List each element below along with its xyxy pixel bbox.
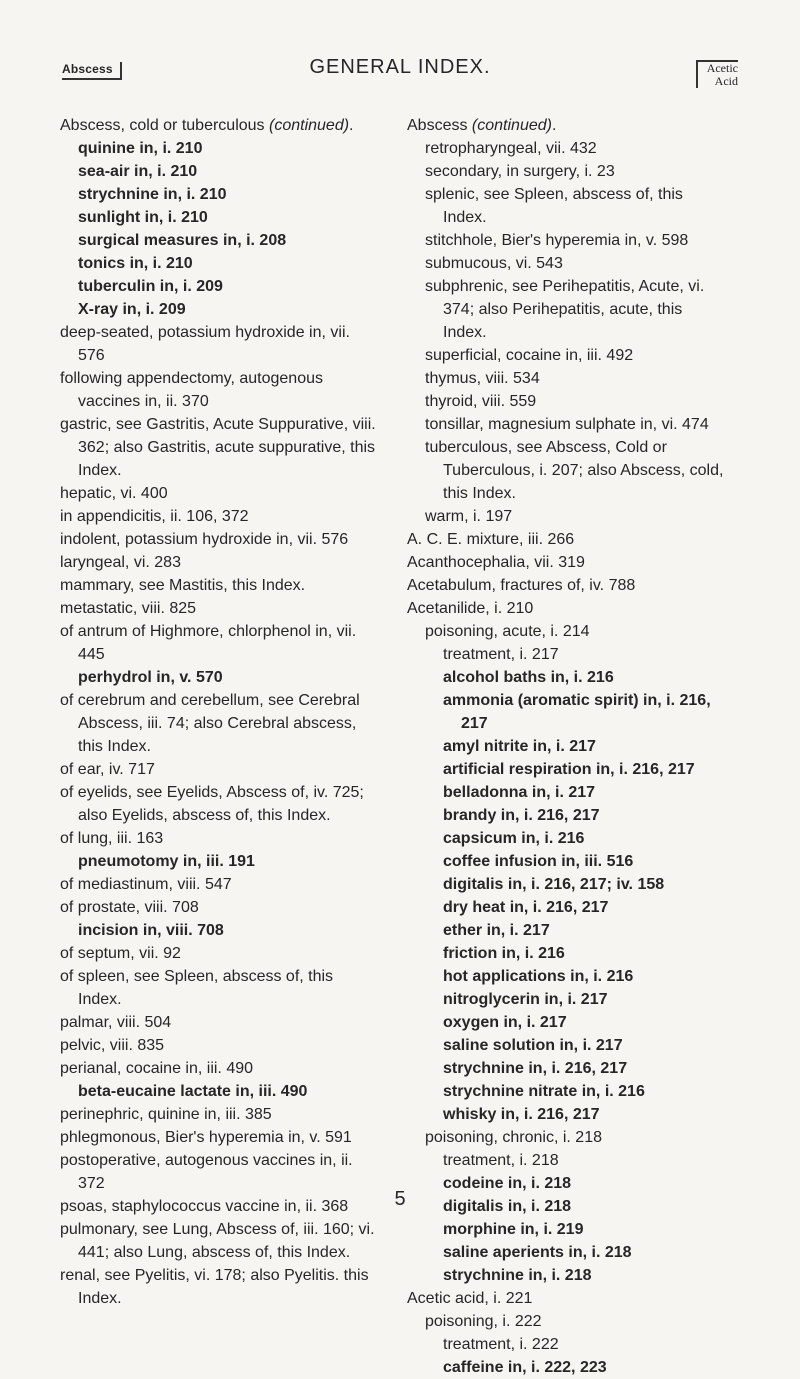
index-entry-text: splenic, see Spleen, abscess of, this Index. xyxy=(425,186,683,226)
index-entry xyxy=(60,367,378,413)
index-entry-text: ether in, i. 217 xyxy=(443,922,550,939)
index-entry-text: poisoning, acute, i. 214 xyxy=(425,623,590,640)
index-entry-text: poisoning, chronic, i. 218 xyxy=(425,1129,602,1146)
index-entry-text: perhydrol in, v. 570 xyxy=(78,669,223,686)
index-entry xyxy=(60,758,378,781)
index-entry xyxy=(60,896,378,919)
entry-punctuation: . xyxy=(349,117,354,134)
index-entry-text: treatment, i. 218 xyxy=(443,1152,559,1169)
index-entry-text: mammary, see Mastitis, this Index. xyxy=(60,577,306,594)
index-entry-text: of ear, iv. 717 xyxy=(60,761,155,778)
index-entry xyxy=(443,942,725,965)
index-entry xyxy=(407,1287,725,1310)
index-entry xyxy=(78,919,378,942)
index-entry-text: stitchhole, Bier's hyperemia in, v. 598 xyxy=(425,232,689,249)
index-entry-text: strychnine in, i. 216, 217 xyxy=(443,1060,628,1077)
index-entry xyxy=(60,482,378,505)
continued-marker: (continued) xyxy=(471,117,552,134)
index-entry-text: oxygen in, i. 217 xyxy=(443,1014,567,1031)
index-entry xyxy=(78,1080,378,1103)
index-entry-text: saline solution in, i. 217 xyxy=(443,1037,623,1054)
index-entry xyxy=(443,1264,725,1287)
index-entry xyxy=(443,919,725,942)
index-entry-text: morphine in, i. 219 xyxy=(443,1221,584,1238)
index-entry-text: treatment, i. 217 xyxy=(443,646,559,663)
index-entry xyxy=(78,137,378,160)
index-entry xyxy=(443,1241,725,1264)
index-entry-text: digitalis in, i. 216, 217; iv. 158 xyxy=(443,876,665,893)
index-entry-text: psoas, staphylococcus vaccine in, ii. 368 xyxy=(60,1198,349,1215)
index-entry xyxy=(443,689,725,735)
index-entry xyxy=(443,1149,725,1172)
index-entry xyxy=(60,942,378,965)
index-entry xyxy=(443,758,725,781)
index-entry-text: metastatic, viii. 825 xyxy=(60,600,197,617)
index-entry xyxy=(60,1103,378,1126)
index-entry xyxy=(425,367,725,390)
index-entry xyxy=(443,850,725,873)
index-entry-text: hot applications in, i. 216 xyxy=(443,968,634,985)
index-entry xyxy=(443,1034,725,1057)
index-entry xyxy=(60,781,378,827)
running-head-left: Abscess xyxy=(62,62,122,80)
index-entry-text: indolent, potassium hydroxide in, vii. 576 xyxy=(60,531,349,548)
index-entry xyxy=(78,206,378,229)
index-entry-text: Acetanilide, i. 210 xyxy=(407,600,534,617)
index-entry xyxy=(425,229,725,252)
index-entry xyxy=(60,574,378,597)
index-entry-text: of mediastinum, viii. 547 xyxy=(60,876,232,893)
continued-marker: (continued) xyxy=(269,117,350,134)
index-entry xyxy=(60,689,378,758)
index-entry-text: pelvic, viii. 835 xyxy=(60,1037,165,1054)
index-entry xyxy=(425,620,725,643)
index-entry xyxy=(425,183,725,229)
index-entry xyxy=(78,666,378,689)
index-entry-text: surgical measures in, i. 208 xyxy=(78,232,287,249)
index-entry xyxy=(443,804,725,827)
index-entry-text: strychnine nitrate in, i. 216 xyxy=(443,1083,645,1100)
index-entry-text: renal, see Pyelitis, vi. 178; also Pyelitis. this Index. xyxy=(60,1267,369,1307)
index-entry-text: sea-air in, i. 210 xyxy=(78,163,198,180)
index-entry-text: digitalis in, i. 218 xyxy=(443,1198,572,1215)
index-entry-text: superficial, cocaine in, iii. 492 xyxy=(425,347,634,364)
index-entry-text: perinephric, quinine in, iii. 385 xyxy=(60,1106,272,1123)
index-entry xyxy=(60,528,378,551)
index-entry xyxy=(443,643,725,666)
index-entry-text: Acetabulum, fractures of, iv. 788 xyxy=(407,577,636,594)
index-entry-text: quinine in, i. 210 xyxy=(78,140,203,157)
index-entry xyxy=(60,505,378,528)
index-column-left xyxy=(60,114,378,1310)
index-entry xyxy=(60,1034,378,1057)
index-entry xyxy=(425,505,725,528)
index-entry xyxy=(60,1057,378,1080)
index-entry-text: palmar, viii. 504 xyxy=(60,1014,172,1031)
index-entry-text: treatment, i. 222 xyxy=(443,1336,559,1353)
index-entry xyxy=(60,965,378,1011)
index-entry xyxy=(407,597,725,620)
index-entry xyxy=(425,160,725,183)
index-entry xyxy=(443,827,725,850)
index-entry xyxy=(425,344,725,367)
index-entry xyxy=(78,252,378,275)
index-entry-text: capsicum in, i. 216 xyxy=(443,830,585,847)
index-entry xyxy=(425,137,725,160)
index-entry-text: submucous, vi. 543 xyxy=(425,255,563,272)
index-entry-text: Abscess xyxy=(407,117,468,134)
index-entry xyxy=(60,873,378,896)
index-entry xyxy=(60,1011,378,1034)
index-entry-text: belladonna in, i. 217 xyxy=(443,784,596,801)
index-entry-text: phlegmonous, Bier's hyperemia in, v. 591 xyxy=(60,1129,352,1146)
running-head-right-top: Acetic xyxy=(706,61,738,75)
index-entry-text: brandy in, i. 216, 217 xyxy=(443,807,600,824)
index-entry-text: retropharyngeal, vii. 432 xyxy=(425,140,597,157)
index-entry-text: caffeine in, i. 222, 223 xyxy=(443,1359,607,1376)
index-entry xyxy=(60,597,378,620)
index-entry xyxy=(78,275,378,298)
index-entry-text: coffee infusion in, iii. 516 xyxy=(443,853,634,870)
index-entry-text: deep-seated, potassium hydroxide in, vii. 576 xyxy=(60,324,350,364)
running-head-right-bottom: Acid xyxy=(714,74,738,88)
index-entry xyxy=(425,413,725,436)
index-entry-text: hepatic, vi. 400 xyxy=(60,485,168,502)
index-entry-text: codeine in, i. 218 xyxy=(443,1175,572,1192)
index-entry-text: sunlight in, i. 210 xyxy=(78,209,208,226)
index-entry-text: of septum, vii. 92 xyxy=(60,945,181,962)
index-entry-text: strychnine in, i. 218 xyxy=(443,1267,592,1284)
index-entry-text: of lung, iii. 163 xyxy=(60,830,164,847)
index-entry xyxy=(425,252,725,275)
index-entry-text: subphrenic, see Perihepatitis, Acute, vi. 374; also Perihepatitis, acute, this Index. xyxy=(425,278,705,341)
index-entry xyxy=(60,1218,378,1264)
index-entry xyxy=(60,114,378,137)
index-entry xyxy=(443,1103,725,1126)
index-entry-text: incision in, viii. 708 xyxy=(78,922,224,939)
index-entry-text: X-ray in, i. 209 xyxy=(78,301,186,318)
index-entry xyxy=(78,298,378,321)
index-entry-text: secondary, in surgery, i. 23 xyxy=(425,163,615,180)
index-entry xyxy=(443,735,725,758)
index-entry xyxy=(60,827,378,850)
index-entry xyxy=(78,229,378,252)
index-entry-text: of eyelids, see Eyelids, Abscess of, iv. 725; also Eyelids, abscess of, this Index. xyxy=(60,784,364,824)
index-entry xyxy=(60,413,378,482)
index-entry xyxy=(60,620,378,666)
index-entry-text: of cerebrum and cerebellum, see Cerebral Abscess, iii. 74; also Cerebral abscess, this Index. xyxy=(60,692,360,755)
index-entry-text: perianal, cocaine in, iii. 490 xyxy=(60,1060,254,1077)
index-entry xyxy=(407,574,725,597)
index-entry-text: friction in, i. 216 xyxy=(443,945,565,962)
index-entry xyxy=(443,781,725,804)
index-entry-text: amyl nitrite in, i. 217 xyxy=(443,738,596,755)
index-entry xyxy=(425,1310,725,1333)
index-entry-text: postoperative, autogenous vaccines in, ii. 372 xyxy=(60,1152,353,1192)
index-entry xyxy=(443,1057,725,1080)
index-entry xyxy=(425,1126,725,1149)
index-entry xyxy=(78,160,378,183)
running-head-right xyxy=(696,60,738,88)
index-entry xyxy=(407,528,725,551)
index-entry-text: alcohol baths in, i. 216 xyxy=(443,669,614,686)
index-entry-text: gastric, see Gastritis, Acute Suppurative, viii. 362; also Gastritis, acute suppurative, this Index. xyxy=(60,416,376,479)
index-entry xyxy=(78,850,378,873)
index-entry xyxy=(443,965,725,988)
index-entry xyxy=(443,1356,725,1379)
index-entry xyxy=(443,1333,725,1356)
index-entry xyxy=(60,551,378,574)
index-entry-text: tuberculous, see Abscess, Cold or Tuberculous, i. 207; also Abscess, cold, this Index. xyxy=(425,439,724,502)
index-entry-text: tonics in, i. 210 xyxy=(78,255,193,272)
index-entry-text: whisky in, i. 216, 217 xyxy=(443,1106,600,1123)
index-entry-text: strychnine in, i. 210 xyxy=(78,186,227,203)
index-entry xyxy=(443,1080,725,1103)
index-entry-text: pulmonary, see Lung, Abscess of, iii. 160; vi. 441; also Lung, abscess of, this Index. xyxy=(60,1221,375,1261)
index-entry-text: of antrum of Highmore, chlorphenol in, vii. 445 xyxy=(60,623,357,663)
index-entry-text: tuberculin in, i. 209 xyxy=(78,278,223,295)
index-entry xyxy=(60,1264,378,1310)
index-entry-text: Acanthocephalia, vii. 319 xyxy=(407,554,585,571)
index-entry xyxy=(443,988,725,1011)
index-entry-text: warm, i. 197 xyxy=(425,508,513,525)
index-entry xyxy=(425,275,725,344)
index-entry-text: A. C. E. mixture, iii. 266 xyxy=(407,531,575,548)
index-entry-text: tonsillar, magnesium sulphate in, vi. 474 xyxy=(425,416,709,433)
index-entry-text: nitroglycerin in, i. 217 xyxy=(443,991,608,1008)
index-entry xyxy=(425,436,725,505)
index-entry-text: saline aperients in, i. 218 xyxy=(443,1244,632,1261)
index-entry xyxy=(443,873,725,896)
page-number: 5 xyxy=(394,1188,406,1210)
running-header xyxy=(62,56,738,96)
index-entry-text: Acetic acid, i. 221 xyxy=(407,1290,533,1307)
index-entry xyxy=(60,1126,378,1149)
index-entry xyxy=(443,1011,725,1034)
index-entry-text: laryngeal, vi. 283 xyxy=(60,554,181,571)
index-entry xyxy=(443,1218,725,1241)
index-entry-text: of spleen, see Spleen, abscess of, this Index. xyxy=(60,968,334,1008)
index-entry-text: thyroid, viii. 559 xyxy=(425,393,537,410)
index-entry-text: in appendicitis, ii. 106, 372 xyxy=(60,508,249,525)
index-entry xyxy=(443,896,725,919)
index-entry-text: artificial respiration in, i. 216, 217 xyxy=(443,761,695,778)
index-entry-text: pneumotomy in, iii. 191 xyxy=(78,853,255,870)
index-entry xyxy=(60,321,378,367)
index-entry xyxy=(443,666,725,689)
index-entry xyxy=(407,114,725,137)
index-entry-text: thymus, viii. 534 xyxy=(425,370,540,387)
index-entry-text: of prostate, viii. 708 xyxy=(60,899,199,916)
index-entry-text: ammonia (aromatic spirit) in, i. 216, 217 xyxy=(443,692,711,732)
index-entry xyxy=(407,551,725,574)
index-entry-text: following appendectomy, autogenous vaccines in, ii. 370 xyxy=(60,370,323,410)
index-entry-text: poisoning, i. 222 xyxy=(425,1313,542,1330)
index-entry xyxy=(425,390,725,413)
index-entry-text: dry heat in, i. 216, 217 xyxy=(443,899,609,916)
entry-punctuation: . xyxy=(551,117,557,134)
index-entry xyxy=(78,183,378,206)
running-head-title: GENERAL INDEX. xyxy=(309,56,491,78)
index-entry-text: beta-eucaine lactate in, iii. 490 xyxy=(78,1083,308,1100)
index-entry-text: Abscess, cold or tuberculous xyxy=(60,117,265,134)
